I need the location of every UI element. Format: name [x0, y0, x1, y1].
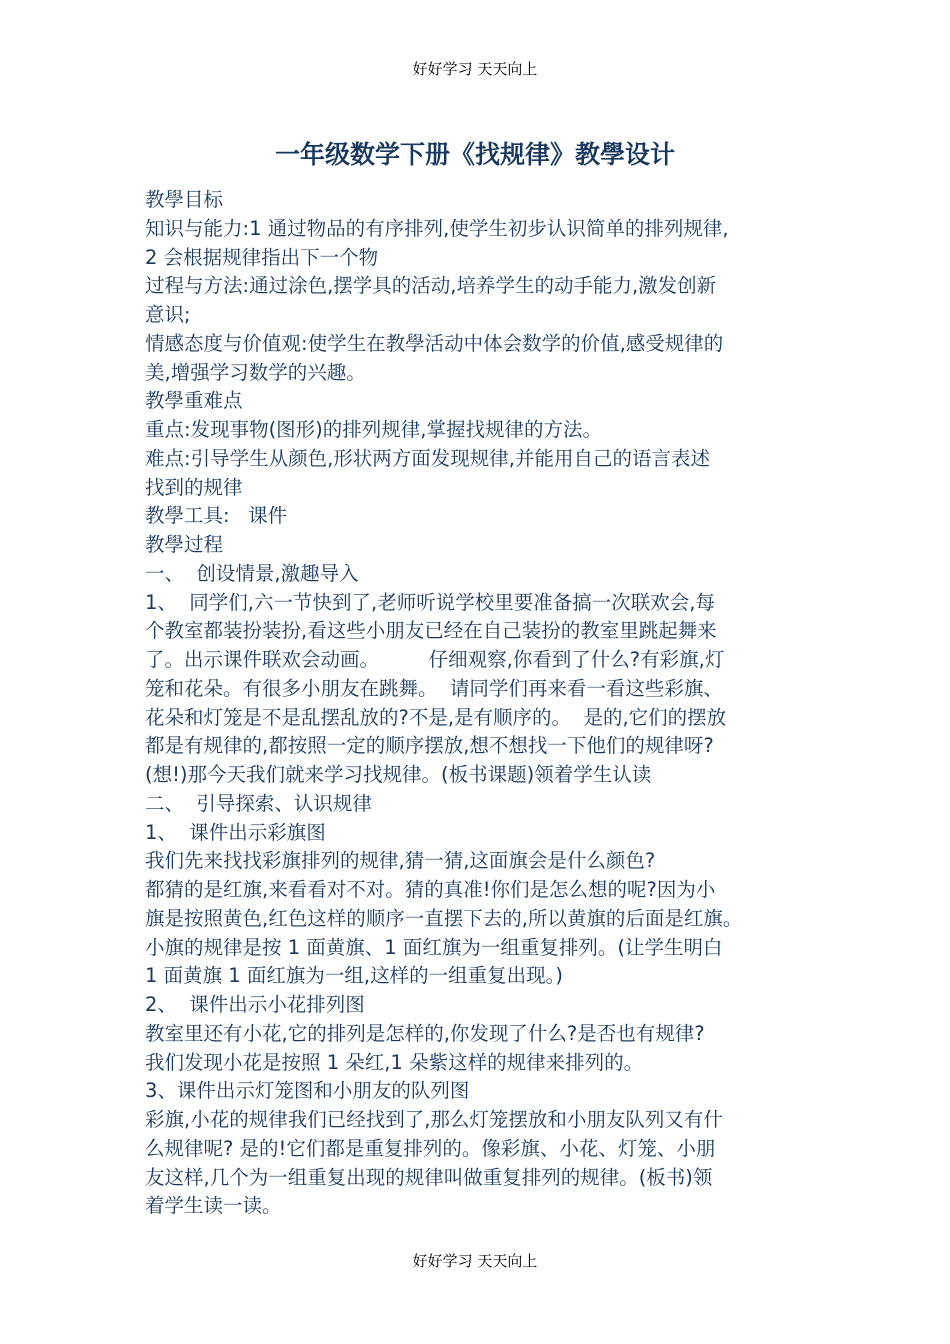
body-line: 小旗的规律是按 1 面黄旗、1 面红旗为一组重复排列。(让学生明白	[145, 935, 723, 959]
body-line: 教室里还有小花,它的排列是怎样的,你发现了什么?是否也有规律?	[145, 1021, 705, 1045]
body-line: 都猜的是红旗,来看看对不对。猜的真准!你们是怎么想的呢?因为小	[145, 878, 716, 901]
body-line: 么规律呢? 是的!它们都是重复排列的。像彩旗、小花、灯笼、小朋	[145, 1136, 716, 1160]
body-line: 旗是按照黄色,红色这样的顺序一直摆下去的,所以黄旗的后面是红旗。	[145, 906, 743, 930]
body-line: 重点:发现事物(图形)的排列规律,掌握找规律的方法。	[145, 418, 602, 441]
body-line: (想!)那今天我们就来学习找规律。(板书课题)领着学生认读	[145, 763, 652, 786]
body-line: 教學工具: 课件	[145, 504, 288, 528]
body-line: 难点:引导学生从颜色,形状两方面发现规律,并能用自己的语言表述	[145, 446, 710, 470]
body-line: 教學过程	[145, 533, 224, 556]
document-body	[145, 186, 825, 1221]
body-line: 教學重难点	[145, 389, 243, 413]
body-line: 一、 创设情景,激趣导入	[145, 561, 359, 585]
body-line: 知识与能力:1 通过物品的有序排列,使学生初步认识简单的排列规律,	[145, 216, 729, 240]
page-footer: 好好学习 天天向上	[412, 1252, 538, 1270]
body-line: 二、 引导探索、认识规律	[145, 791, 372, 815]
body-line: 2、 课件出示小花排列图	[145, 993, 365, 1016]
body-line: 笼和花朵。有很多小朋友在跳舞。 请同学们再来看一看这些彩旗、	[145, 676, 723, 700]
page-header: 好好学习 天天向上	[412, 60, 538, 78]
body-line: 都是有规律的,都按照一定的顺序摆放,想不想找一下他们的规律呀?	[145, 734, 714, 758]
body-line: 美,增强学习数学的兴趣。	[145, 360, 366, 384]
body-line: 教學目标	[145, 188, 224, 211]
body-line: 3、课件出示灯笼图和小朋友的队列图	[145, 1079, 470, 1103]
body-line: 我们先来找找彩旗排列的规律,猜一猜,这面旗会是什么颜色?	[145, 849, 656, 873]
body-line: 我们发现小花是按照 1 朵红,1 朵紫这样的规律来排列的。	[145, 1050, 644, 1074]
body-line: 意识;	[145, 303, 191, 326]
body-line: 彩旗,小花的规律我们已经找到了,那么灯笼摆放和小朋友队列又有什	[145, 1108, 723, 1131]
body-line: 1、 同学们,六一节快到了,老师听说学校里要准备搞一次联欢会,每	[145, 590, 715, 614]
body-line: 花朵和灯笼是不是乱摆乱放的?不是,是有顺序的。 是的,它们的摆放	[145, 705, 727, 729]
body-line: 过程与方法:通过涂色,摆学具的活动,培养学生的动手能力,激发创新	[145, 274, 717, 298]
body-line: 友这样,几个为一组重复出现的规律叫做重复排列的规律。(板书)领	[145, 1165, 713, 1189]
body-line: 了。出示课件联欢会动画。 仔细观察,你看到了什么?有彩旗,灯	[145, 648, 725, 671]
body-line: 2 会根据规律指出下一个物	[145, 245, 379, 269]
body-line: 找到的规律	[145, 475, 243, 499]
body-line: 1 面黄旗 1 面红旗为一组,这样的一组重复出现。)	[145, 964, 563, 988]
body-line: 个教室都装扮装扮,看这些小朋友已经在自己装扮的教室里跳起舞来	[145, 619, 717, 643]
body-line: 情感态度与价值观:使学生在教學活动中体会数学的价值,感受规律的	[145, 331, 724, 355]
body-line: 着学生读一读。	[145, 1194, 282, 1218]
body-line: 1、 课件出示彩旗图	[145, 820, 326, 844]
document-title: 一年级数学下册《找规律》教學设计	[274, 140, 675, 169]
